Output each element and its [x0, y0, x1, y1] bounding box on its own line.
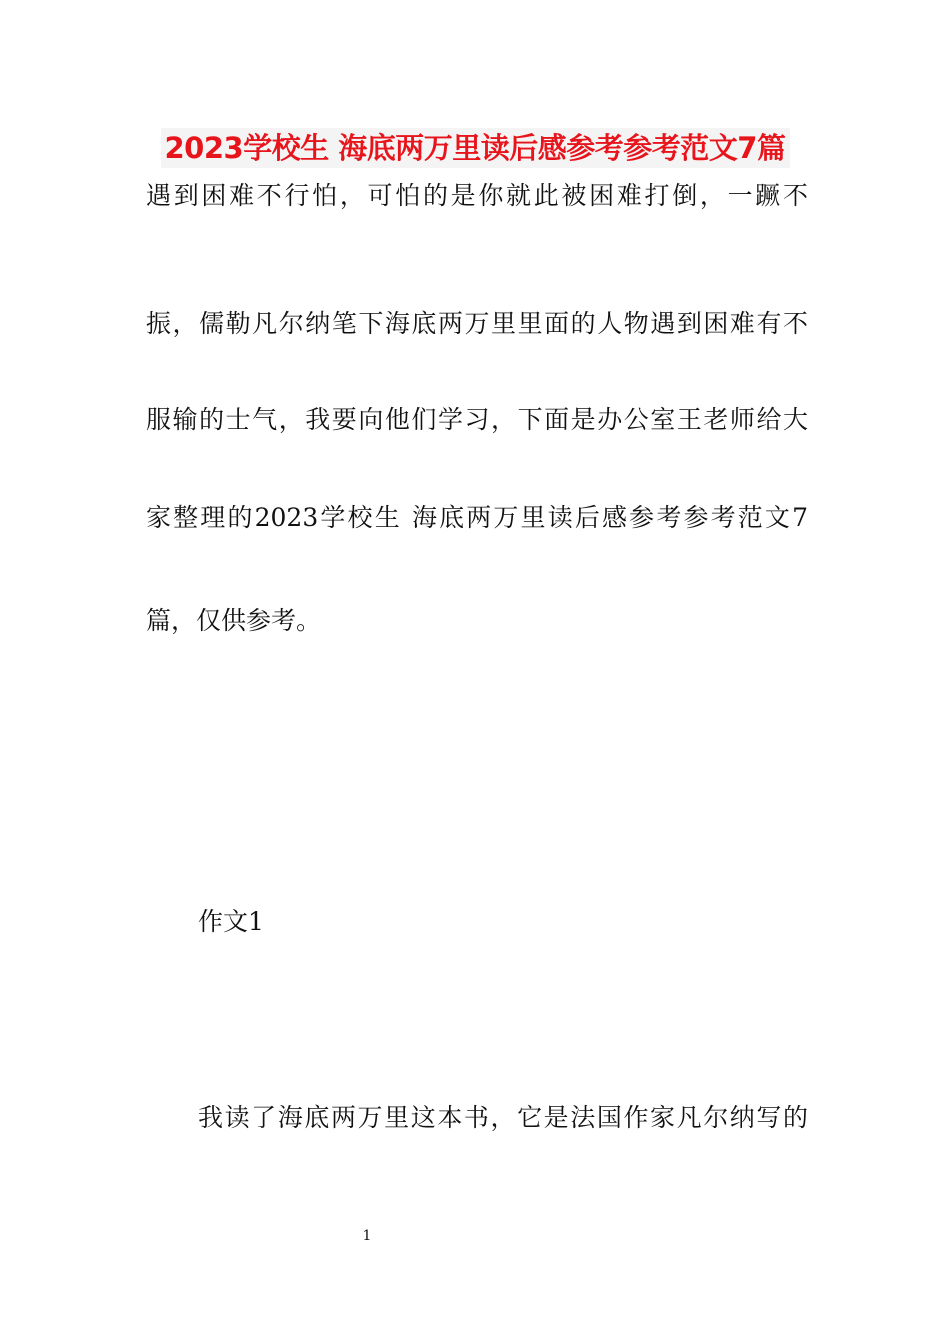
intro-line-4: 家整理的2023学校生 海底两万里读后感参考参考范文7 [146, 503, 808, 532]
body-line-1: 我读了海底两万里这本书，它是法国作家凡尔纳写的 [198, 1103, 808, 1132]
section-heading: 作文1 [198, 907, 264, 936]
document-title [0, 128, 950, 168]
intro-line-1: 遇到困难不行怕，可怕的是你就此被困难打倒，一蹶不 [146, 181, 808, 210]
document-title-text: 2023学校生 海底两万里读后感参考参考范文7篇 [161, 128, 790, 168]
page-number: 1 [362, 1228, 372, 1244]
intro-line-3: 服输的士气，我要向他们学习，下面是办公室王老师给大 [146, 405, 808, 434]
intro-line-5: 篇，仅供参考。 [146, 606, 322, 635]
intro-line-2: 振，儒勒凡尔纳笔下海底两万里里面的人物遇到困难有不 [146, 309, 808, 338]
